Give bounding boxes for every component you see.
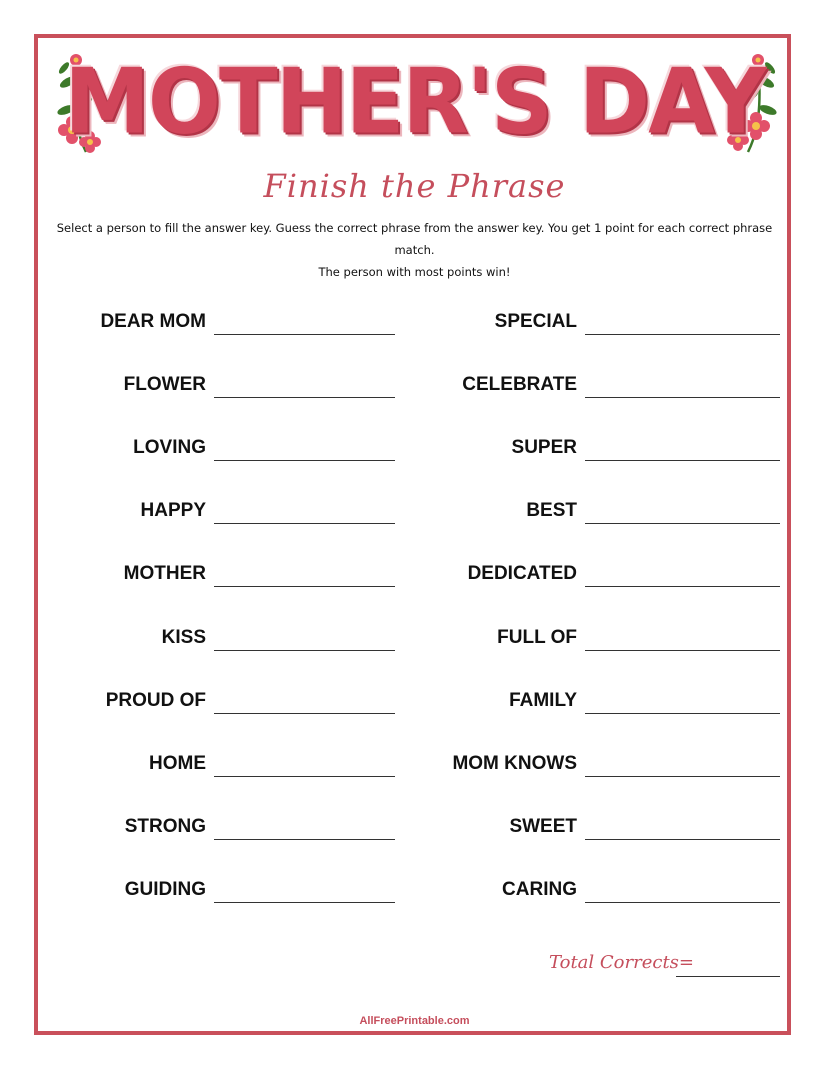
answer-line[interactable] [214,839,395,840]
answer-line[interactable] [214,460,395,461]
answer-line[interactable] [585,523,780,524]
answer-line[interactable] [214,902,395,903]
phrase-row [467,557,780,587]
phrase-row [124,873,395,903]
phrase-word: HOME [149,752,206,774]
answer-line[interactable] [585,713,780,714]
phrase-word: SUPER [511,437,577,459]
phrase-word: DEAR MOM [100,311,206,332]
phrase-word: STRONG [124,815,206,837]
phrase-word: GUIDING [124,878,206,900]
phrase-row [452,747,780,777]
phrase-word: KISS [161,626,206,648]
phrase-word: DEDICATED [467,563,577,585]
phrase-row [124,810,395,840]
phrase-word: HAPPY [140,500,206,522]
answer-line[interactable] [214,776,395,777]
answer-line[interactable] [214,586,395,587]
footer-site: AllFreePrintable.com [359,1015,470,1027]
phrase-row [494,305,780,335]
phrase-word: PROUD OF [105,689,206,711]
phrase-word: MOM KNOWS [452,752,577,774]
phrase-row [123,557,395,587]
answer-line[interactable] [585,839,780,840]
phrase-row [526,494,780,524]
phrase-word: FAMILY [509,689,577,711]
instructions [44,217,785,283]
phrase-row [509,810,780,840]
phrase-row [105,684,395,714]
phrase-word: CELEBRATE [462,374,577,396]
phrase-row [140,494,395,524]
phrase-row [511,431,780,461]
phrase-row [149,747,395,777]
phrase-word: BEST [526,500,577,522]
phrase-word: LOVING [133,437,206,459]
phrase-word: SPECIAL [494,311,577,332]
answer-line[interactable] [585,776,780,777]
instructions-line-1: Select a person to fill the answer key. Guess the correct phrase from the answer key. You get 1 point for each correct phrase match. [56,221,773,257]
phrase-word: MOTHER [123,563,206,585]
total-corrects-label: Total Corrects= [549,952,694,973]
phrase-row [462,368,780,398]
phrase-row [497,621,780,651]
phrase-row [502,873,780,903]
phrase-row [509,684,780,714]
phrase-row [123,368,395,398]
page-title: MOTHER'S DAY [64,49,765,155]
answer-line[interactable] [585,586,780,587]
phrase-row [161,621,395,651]
phrase-word: FULL OF [497,626,577,648]
answer-line[interactable] [585,650,780,651]
answer-line[interactable] [214,650,395,651]
phrase-row [133,431,395,461]
answer-line[interactable] [214,397,395,398]
answer-line[interactable] [585,460,780,461]
answer-line[interactable] [214,523,395,524]
page-subtitle: Finish the Phrase [263,167,566,205]
answer-line[interactable] [585,902,780,903]
total-corrects-field[interactable] [676,976,780,977]
phrase-word: CARING [502,878,577,900]
phrase-row [100,305,395,335]
title-banner [0,49,829,155]
answer-line[interactable] [214,334,395,335]
answer-line[interactable] [585,334,780,335]
answer-line[interactable] [214,713,395,714]
answer-line[interactable] [585,397,780,398]
instructions-line-2: The person with most points win! [318,265,511,279]
phrase-word: SWEET [509,815,577,837]
phrase-word: FLOWER [123,374,206,396]
